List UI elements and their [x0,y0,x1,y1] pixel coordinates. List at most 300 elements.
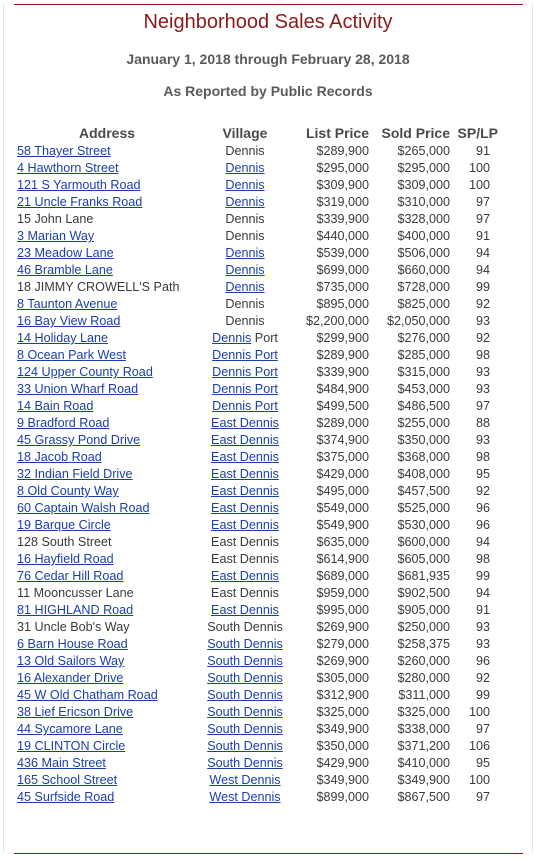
sp-lp-cell: 95 [475,467,490,481]
address-cell [14,296,204,313]
address-cell [14,449,204,466]
list-price-cell: $289,900 [316,144,369,158]
sold-price-cell: $408,000 [397,467,450,481]
list-price-cell: $495,000 [316,484,369,498]
address-cell [14,262,204,279]
list-price-cell: $374,900 [316,433,369,447]
sp-lp-cell: 106 [468,739,490,753]
village-link[interactable]: South Dennis [207,654,283,668]
address-cell [14,517,204,534]
village-link[interactable]: South Dennis [207,722,283,736]
table-row [14,551,498,568]
village-cell [204,483,286,500]
sold-price-cell: $660,000 [397,263,450,277]
address-link[interactable]: 9 Bradford Road [17,416,110,430]
village-cell [204,704,286,721]
address-link[interactable]: 32 Indian Field Drive [17,467,133,481]
village-cell [204,228,286,245]
list-price-cell: $295,000 [316,161,369,175]
village-link[interactable]: Dennis [225,280,265,294]
table-row [14,653,498,670]
list-price-cell: $325,000 [316,705,369,719]
sold-price-cell: $530,000 [397,518,450,532]
table-row [14,500,498,517]
list-price-cell: $312,900 [316,688,369,702]
sold-price-cell: $258,375 [397,637,450,651]
sp-lp-cell: 94 [475,263,490,277]
village-cell [204,551,286,568]
village-text: Dennis [225,212,265,226]
sold-price-cell: $285,000 [397,348,450,362]
list-price-cell: $309,900 [316,178,369,192]
village-link[interactable]: East Dennis [211,433,279,447]
list-price-cell: $349,900 [316,773,369,787]
address-text: 18 JIMMY CROWELL'S Path [17,280,180,294]
address-cell [14,177,204,194]
sold-price-cell: $400,000 [397,229,450,243]
column-header-list-price: List Price [305,125,369,141]
village-text: East Dennis [211,535,279,549]
address-cell [14,568,204,585]
sold-price-cell: $255,000 [397,416,450,430]
village-cell [204,415,286,432]
address-link[interactable]: 81 HIGHLAND Road [17,603,134,617]
village-cell [204,534,286,551]
sold-price-cell: $338,000 [397,722,450,736]
address-link[interactable]: 8 Taunton Avenue [17,297,118,311]
village-cell [204,279,286,296]
sp-lp-cell: 100 [468,773,490,787]
address-link[interactable]: 38 Lief Ericson Drive [17,705,134,719]
table-row [14,636,498,653]
address-link[interactable]: 16 Bay View Road [17,314,121,328]
address-link[interactable]: 14 Bain Road [17,399,94,413]
list-price-cell: $299,900 [316,331,369,345]
sp-lp-cell: 92 [475,671,490,685]
village-suffix: Port [251,331,278,345]
sp-lp-cell: 93 [475,620,490,634]
sold-price-cell: $457,500 [397,484,450,498]
table-row [14,415,498,432]
village-link[interactable]: Dennis [225,195,265,209]
table-row [14,347,498,364]
table-row [14,160,498,177]
sp-lp-cell: 100 [468,161,490,175]
sales-table [14,124,498,806]
list-price-cell: $269,900 [316,654,369,668]
sold-price-cell: $276,000 [397,331,450,345]
address-cell [14,228,204,245]
address-link[interactable]: 13 Old Sailors Way [17,654,125,668]
list-price-cell: $429,900 [316,756,369,770]
table-row [14,534,498,551]
list-price-cell: $995,000 [316,603,369,617]
sold-price-cell: $681,935 [397,569,450,583]
sp-lp-cell: 92 [475,331,490,345]
village-cell [204,449,286,466]
address-cell [14,364,204,381]
sold-price-cell: $728,000 [397,280,450,294]
table-row [14,755,498,772]
right-border [532,4,533,853]
table-row [14,432,498,449]
village-link[interactable]: Dennis Port [212,348,278,362]
sp-lp-cell: 98 [475,450,490,464]
sp-lp-cell: 88 [475,416,490,430]
address-link[interactable]: 60 Captain Walsh Road [17,501,150,515]
village-link[interactable]: South Dennis [207,739,283,753]
village-link[interactable]: East Dennis [211,450,279,464]
list-price-cell: $2,200,000 [305,314,369,328]
village-link[interactable]: Dennis [212,331,252,345]
sp-lp-cell: 97 [475,722,490,736]
village-link[interactable]: West Dennis [209,790,281,804]
list-price-cell: $895,000 [316,297,369,311]
village-link[interactable]: East Dennis [211,518,279,532]
village-cell [204,177,286,194]
village-text: Dennis [225,297,265,311]
village-link[interactable]: East Dennis [211,416,279,430]
sold-price-cell: $371,200 [397,739,450,753]
list-price-cell: $440,000 [316,229,369,243]
address-cell [14,755,204,772]
sp-lp-cell: 96 [475,654,490,668]
sold-price-cell: $368,000 [397,450,450,464]
address-link[interactable]: 6 Barn House Road [17,637,128,651]
village-cell [204,619,286,636]
sp-lp-cell: 100 [468,705,490,719]
list-price-cell: $279,000 [316,637,369,651]
list-price-cell: $549,900 [316,518,369,532]
sp-lp-cell: 95 [475,756,490,770]
sold-price-cell: $315,000 [397,365,450,379]
address-link[interactable]: 3 Marian Way [17,229,95,243]
address-cell [14,415,204,432]
village-cell [204,160,286,177]
address-link[interactable]: 44 Sycamore Lane [17,722,123,736]
table-row [14,721,498,738]
address-link[interactable]: 8 Ocean Park West [17,348,126,362]
village-cell [204,653,286,670]
address-link[interactable]: 46 Bramble Lane [17,263,113,277]
sold-price-cell: $453,000 [397,382,450,396]
address-link[interactable]: 124 Upper County Road [17,365,153,379]
address-cell [14,313,204,330]
list-price-cell: $289,000 [316,416,369,430]
village-cell [204,585,286,602]
sp-lp-cell: 92 [475,484,490,498]
sp-lp-cell: 99 [475,569,490,583]
village-cell [204,143,286,160]
address-link[interactable]: 19 CLINTON Circle [17,739,126,753]
list-price-cell: $349,900 [316,722,369,736]
village-cell [204,364,286,381]
village-cell [204,313,286,330]
address-link[interactable]: 76 Cedar Hill Road [17,569,124,583]
address-cell [14,500,204,517]
sp-lp-cell: 100 [468,178,490,192]
list-price-cell: $429,000 [316,467,369,481]
address-cell [14,534,204,551]
sp-lp-cell: 97 [475,212,490,226]
column-header-address: Address [79,125,136,141]
sold-price-cell: $2,050,000 [386,314,450,328]
list-price-cell: $319,000 [316,195,369,209]
sp-lp-cell: 97 [475,195,490,209]
sold-price-cell: $295,000 [397,161,450,175]
table-row [14,228,498,245]
sold-price-cell: $867,500 [397,790,450,804]
address-link[interactable]: 16 Alexander Drive [17,671,124,685]
sold-price-cell: $310,000 [397,195,450,209]
village-link[interactable]: Dennis [225,161,265,175]
village-link[interactable]: Dennis [225,246,265,260]
village-cell [204,517,286,534]
list-price-cell: $375,000 [316,450,369,464]
village-link[interactable]: Dennis Port [212,382,278,396]
address-link[interactable]: 19 Barque Circle [17,518,111,532]
address-cell [14,483,204,500]
address-cell [14,585,204,602]
village-cell [204,568,286,585]
bottom-rule [14,853,523,854]
sold-price-cell: $350,000 [397,433,450,447]
address-link[interactable]: 45 Surfside Road [17,790,115,804]
sp-lp-cell: 93 [475,637,490,651]
sold-price-cell: $410,000 [397,756,450,770]
list-price-cell: $549,000 [316,501,369,515]
table-row [14,772,498,789]
list-price-cell: $635,000 [316,535,369,549]
page-title: Neighborhood Sales Activity [143,11,393,33]
village-link[interactable]: Dennis Port [212,365,278,379]
village-cell [204,738,286,755]
address-cell [14,398,204,415]
village-link[interactable]: East Dennis [211,467,279,481]
table-row [14,381,498,398]
sold-price-cell: $250,000 [397,620,450,634]
sold-price-cell: $825,000 [397,297,450,311]
table-row [14,279,498,296]
village-cell [204,211,286,228]
address-cell [14,721,204,738]
address-cell [14,551,204,568]
address-link[interactable]: 45 Grassy Pond Drive [17,433,141,447]
village-cell [204,330,286,347]
village-cell [204,772,286,789]
table-row [14,262,498,279]
list-price-cell: $539,000 [316,246,369,260]
sold-price-cell: $349,900 [397,773,450,787]
village-link[interactable]: Dennis Port [212,399,278,413]
source-note: As Reported by Public Records [163,83,373,99]
village-text: East Dennis [211,552,279,566]
village-link[interactable]: South Dennis [207,688,283,702]
village-cell [204,296,286,313]
left-border [3,4,4,853]
address-cell [14,704,204,721]
sold-price-cell: $486,500 [397,399,450,413]
table-row [14,296,498,313]
village-cell [204,670,286,687]
table-row [14,738,498,755]
village-cell [204,755,286,772]
address-link[interactable]: 33 Union Wharf Road [17,382,139,396]
sp-lp-cell: 91 [475,144,490,158]
table-row [14,517,498,534]
address-link[interactable]: 16 Hayfield Road [17,552,114,566]
address-link[interactable]: 45 W Old Chatham Road [17,688,158,702]
sp-lp-cell: 93 [475,382,490,396]
sp-lp-cell: 91 [475,229,490,243]
sp-lp-cell: 94 [475,586,490,600]
sp-lp-cell: 99 [475,280,490,294]
address-cell [14,738,204,755]
village-cell [204,194,286,211]
table-row [14,789,498,806]
sp-lp-cell: 98 [475,348,490,362]
sp-lp-cell: 94 [475,246,490,260]
table-row [14,313,498,330]
address-link[interactable]: 18 Jacob Road [17,450,102,464]
village-link[interactable]: South Dennis [207,637,283,651]
village-text: East Dennis [211,586,279,600]
address-link[interactable]: 436 Main Street [17,756,106,770]
address-link[interactable]: 14 Holiday Lane [17,331,109,345]
address-cell [14,466,204,483]
address-link[interactable]: 8 Old County Way [17,484,119,498]
list-price-cell: $350,000 [316,739,369,753]
list-price-cell: $289,900 [316,348,369,362]
village-link[interactable]: South Dennis [207,756,283,770]
address-cell [14,772,204,789]
address-link[interactable]: 4 Hawthorn Street [17,161,119,175]
sold-price-cell: $260,000 [397,654,450,668]
village-cell [204,687,286,704]
sold-price-cell: $600,000 [397,535,450,549]
address-cell [14,636,204,653]
village-link[interactable]: Dennis [225,178,265,192]
address-text: 11 Mooncusser Lane [17,586,134,600]
sold-price-cell: $902,500 [397,586,450,600]
table-row [14,330,498,347]
address-link[interactable]: 165 School Street [17,773,118,787]
list-price-cell: $484,900 [316,382,369,396]
sold-price-cell: $311,000 [398,688,450,702]
sp-lp-cell: 96 [475,501,490,515]
village-cell [204,398,286,415]
table-row [14,483,498,500]
address-link[interactable]: 23 Meadow Lane [17,246,114,260]
sp-lp-cell: 93 [475,314,490,328]
sp-lp-cell: 98 [475,552,490,566]
table-header-row [14,124,498,143]
table-row [14,687,498,704]
table-row [14,704,498,721]
address-cell [14,143,204,160]
address-text: 15 John Lane [17,212,94,226]
village-text: Dennis [225,144,265,158]
table-row [14,619,498,636]
table-row [14,602,498,619]
address-cell [14,789,204,806]
sold-price-cell: $328,000 [397,212,450,226]
village-link[interactable]: East Dennis [211,569,279,583]
sp-lp-cell: 94 [475,535,490,549]
address-cell [14,194,204,211]
table-row [14,568,498,585]
address-cell [14,619,204,636]
table-row [14,245,498,262]
address-cell [14,279,204,296]
village-cell [204,500,286,517]
address-cell [14,653,204,670]
sold-price-cell: $325,000 [397,705,450,719]
address-cell [14,347,204,364]
table-row [14,177,498,194]
address-cell [14,245,204,262]
table-row [14,466,498,483]
sp-lp-cell: 99 [475,688,490,702]
list-price-cell: $899,000 [316,790,369,804]
village-cell [204,466,286,483]
address-text: 31 Uncle Bob's Way [17,620,130,634]
address-text: 128 South Street [17,535,112,549]
sold-price-cell: $265,000 [397,144,450,158]
table-row [14,194,498,211]
village-link[interactable]: South Dennis [207,705,283,719]
village-cell [204,636,286,653]
address-cell [14,602,204,619]
address-cell [14,211,204,228]
date-range: January 1, 2018 through February 28, 2018 [126,51,410,67]
address-cell [14,432,204,449]
list-price-cell: $689,000 [316,569,369,583]
list-price-cell: $339,900 [316,365,369,379]
village-link[interactable]: West Dennis [209,773,281,787]
table-row [14,398,498,415]
village-cell [204,721,286,738]
column-header-sold-price: Sold Price [381,125,450,141]
list-price-cell: $959,000 [316,586,369,600]
address-link[interactable]: 21 Uncle Franks Road [17,195,143,209]
address-cell [14,381,204,398]
village-text: South Dennis [207,620,283,634]
sp-lp-cell: 91 [475,603,490,617]
village-link[interactable]: East Dennis [211,501,279,515]
list-price-cell: $499,500 [316,399,369,413]
address-link[interactable]: 58 Thayer Street [17,144,111,158]
top-rule [14,4,523,5]
village-link[interactable]: South Dennis [207,671,283,685]
sp-lp-cell: 97 [475,790,490,804]
column-header-sp-lp: SP/LP [457,125,498,141]
sold-price-cell: $280,000 [397,671,450,685]
sold-price-cell: $525,000 [397,501,450,515]
address-cell [14,687,204,704]
address-link[interactable]: 121 S Yarmouth Road [17,178,141,192]
village-link[interactable]: Dennis [225,263,265,277]
village-cell [204,262,286,279]
address-cell [14,670,204,687]
village-link[interactable]: East Dennis [211,484,279,498]
table-body [14,143,498,806]
village-link[interactable]: East Dennis [211,603,279,617]
sp-lp-cell: 97 [475,399,490,413]
sold-price-cell: $309,000 [397,178,450,192]
list-price-cell: $305,000 [316,671,369,685]
table-row [14,585,498,602]
